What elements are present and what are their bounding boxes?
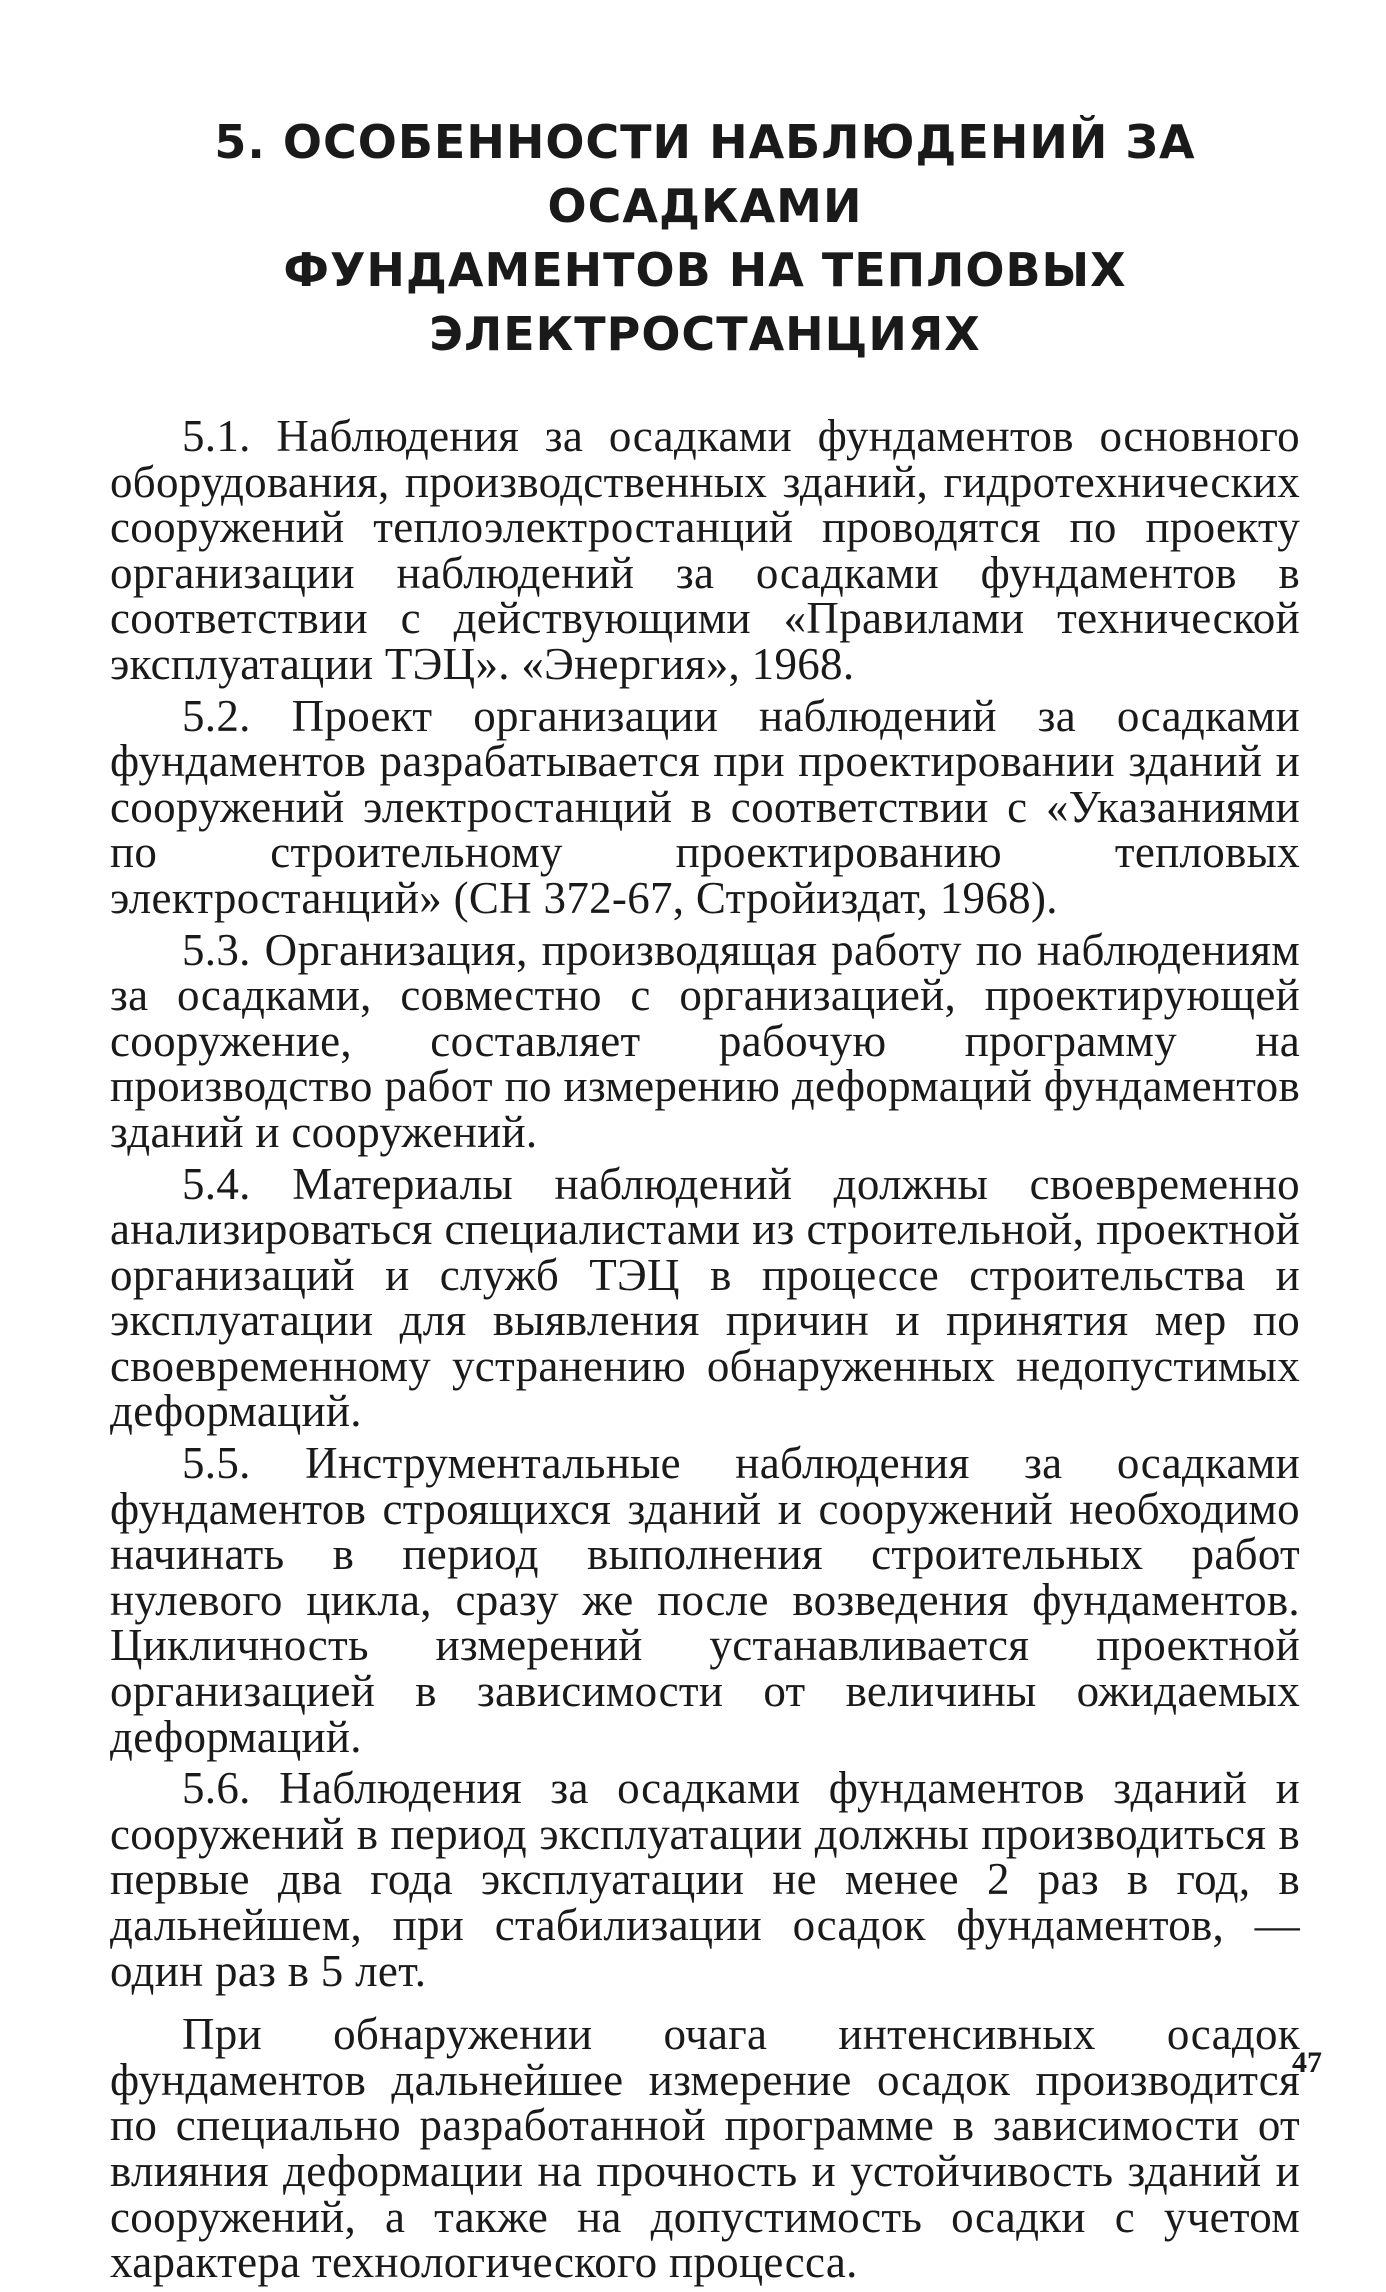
- document-page: [110, 110, 1300, 2292]
- paragraph-text: Материалы наблюдений должны своевременно анализироваться специалистами из строительной, проектной организаций и служб ТЭЦ в процессе строительства и эксплуатации для выявления причин и принятия мер по своевременному устранению обнаруженных недопустимых деформаций.: [110, 1158, 1300, 1437]
- paragraph-text: Проект организации наблюдений за осадками фундаментов разрабатывается при проектировании зданий и сооружений электростанций в соответствии с «Указаниями по строительному проектированию тепловых электростанций» (СН 372-67, Стройиздат, 1968).: [110, 690, 1300, 923]
- paragraph-5-1: [110, 411, 1300, 689]
- paragraph-continuation: [110, 2009, 1300, 2288]
- paragraph-number: 5.5.: [182, 1438, 251, 1489]
- paragraph-text: Наблюдения за осадками фундаментов зданий и сооружений в период эксплуатации должны производиться в первые два года эксплуатации не менее 2 раз в год, в дальнейшем, при стабилизации осадок фундаментов, — один раз в 5 лет.: [110, 1763, 1300, 1996]
- paragraph-5-5: [110, 1438, 1300, 1762]
- paragraph-number: 5.6.: [182, 1763, 251, 1814]
- section-heading-line: ФУНДАМЕНТОВ НА ТЕПЛОВЫХ: [283, 243, 1127, 297]
- paragraph-text: Организация, производящая работу по наблюдениям за осадками, совместно с организацией, проектирующей сооружение, составляет рабочую программу на производство работ по измерению деформаций фундаментов зданий и сооружений.: [110, 924, 1300, 1157]
- section-heading-line: 5. ОСОБЕННОСТИ НАБЛЮДЕНИЙ ЗА ОСАДКАМИ: [214, 115, 1196, 233]
- paragraph-5-6: [110, 1763, 1300, 1996]
- paragraph-5-3: [110, 924, 1300, 1157]
- section-heading-line: ЭЛЕКТРОСТАНЦИЯХ: [429, 307, 981, 361]
- paragraph-5-2: [110, 690, 1300, 923]
- section-body: [110, 411, 1300, 2288]
- section-heading: [110, 110, 1300, 366]
- paragraph-number: 5.1.: [182, 411, 251, 461]
- paragraph-text: Наблюдения за осадками фундаментов основного оборудования, производственных зданий, гидротехнических сооружений теплоэлектростанций проводятся по проекту организации наблюдений за осадками фундаментов в соответствии с действующими «Правилами технической эксплуатации ТЭЦ». «Энергия», 1968.: [110, 411, 1300, 689]
- paragraph-text: При обнаружении очага интенсивных осадок фундаментов дальнейшее измерение осадок производится по специально разработанной программе в зависимости от влияния деформации на прочность и устойчивость зданий и сооружений, а также на допустимость осадки с учетом характера технологического процесса.: [110, 2009, 1300, 2288]
- paragraph-text: Инструментальные наблюдения за осадками фундаментов строящихся зданий и сооружений необходимо начинать в период выполнения строительных работ нулевого цикла, сразу же после возведения фундаментов. Цикличность измерений устанавливается проектной организацией в зависимости от величины ожидаемых деформаций.: [110, 1438, 1300, 1762]
- paragraph-5-4: [110, 1158, 1300, 1437]
- page-number: 47: [1292, 2046, 1322, 2079]
- paragraph-number: 5.4.: [182, 1158, 251, 1209]
- paragraph-number: 5.3.: [182, 924, 251, 975]
- paragraph-number: 5.2.: [182, 690, 251, 741]
